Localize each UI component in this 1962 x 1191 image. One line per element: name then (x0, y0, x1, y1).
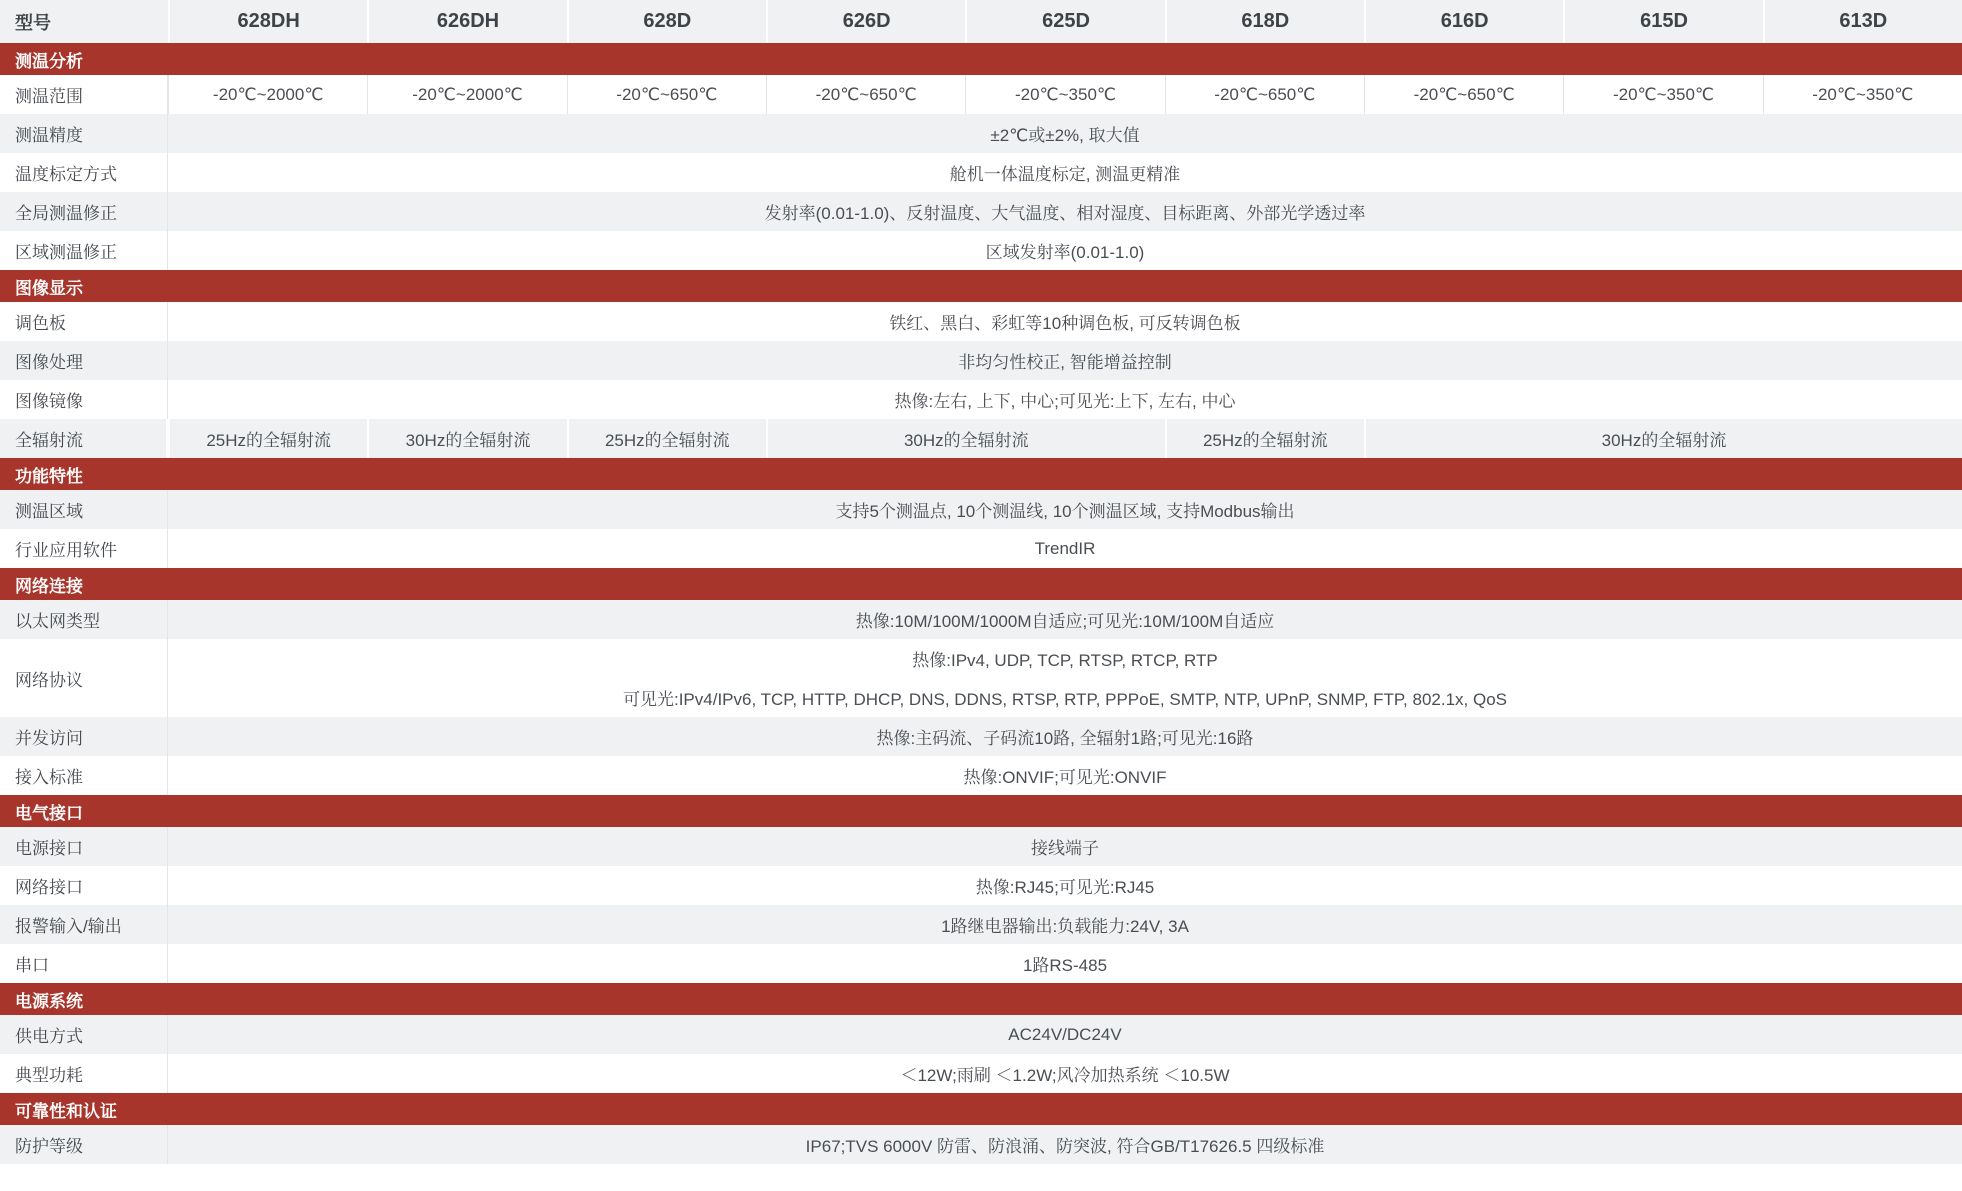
spec-cell: -20℃~650℃ (1165, 75, 1364, 114)
spec-value: 1路RS-485 (1022, 956, 1108, 975)
spec-value: 热像:RJ45;可见光:RJ45 (975, 878, 1155, 897)
spec-row-region-correction (0, 231, 1962, 270)
spec-cell: -20℃~350℃ (965, 75, 1164, 114)
row-label: 网络接口 (0, 866, 168, 905)
spec-row-power-supply (0, 1015, 1962, 1054)
spec-row-protection-rating (0, 1125, 1962, 1164)
model-column-header: 625D (965, 0, 1164, 43)
row-label: 测温区域 (0, 490, 168, 529)
row-label: 串口 (0, 944, 168, 983)
spec-cell: 25Hz的全辐射流 (1165, 419, 1364, 458)
row-label: 行业应用软件 (0, 529, 168, 568)
spec-cell: 25Hz的全辐射流 (567, 419, 766, 458)
spec-row-network-protocol (0, 639, 1962, 717)
spec-value: 热像:ONVIF;可见光:ONVIF (963, 768, 1167, 787)
spec-row-ethernet-type (0, 600, 1962, 639)
row-label: 区域测温修正 (0, 231, 168, 270)
model-column-header: 618D (1165, 0, 1364, 43)
spec-row-concurrent-access (0, 717, 1962, 756)
spec-value: 热像:10M/100M/1000M自适应;可见光:10M/100M自适应 (855, 612, 1275, 631)
spec-value: 1路继电器输出:负载能力:24V, 3A (941, 917, 1189, 936)
spec-row-measure-regions (0, 490, 1962, 529)
model-column-header: 613D (1763, 0, 1962, 43)
spec-row-power-port (0, 827, 1962, 866)
row-label: 全辐射流 (0, 419, 168, 458)
table-header-row (0, 0, 1962, 43)
spec-cell: -20℃~650℃ (766, 75, 965, 114)
spec-cell: 30Hz的全辐射流 (1364, 419, 1962, 458)
spec-value-line: 可见光:IPv4/IPv6, TCP, HTTP, DHCP, DNS, DDNS, RTSP, RTP, PPPoE, SMTP, NTP, UPnP, SNMP, FTP, 802.1x, QoS (622, 690, 1508, 709)
spec-value: 支持5个测温点, 10个测温线, 10个测温区域, 支持Modbus输出 (835, 502, 1295, 521)
spec-cell: -20℃~2000℃ (168, 75, 367, 114)
spec-cell: -20℃~2000℃ (367, 75, 566, 114)
spec-row-palette (0, 302, 1962, 341)
spec-value: ±2℃或±2%, 取大值 (990, 126, 1140, 145)
model-column-header: 628D (567, 0, 766, 43)
spec-cell: -20℃~650℃ (567, 75, 766, 114)
model-column-header: 628DH (168, 0, 367, 43)
row-label: 电源接口 (0, 827, 168, 866)
spec-value: TrendIR (1034, 538, 1096, 558)
section-bar-image-display: 图像显示 (0, 270, 1962, 302)
row-label: 调色板 (0, 302, 168, 341)
section-bar-features: 功能特性 (0, 458, 1962, 490)
model-column-header: 616D (1364, 0, 1563, 43)
row-label: 图像处理 (0, 341, 168, 380)
model-column-header: 615D (1563, 0, 1762, 43)
spec-row-access-standard (0, 756, 1962, 795)
spec-cell: -20℃~650℃ (1364, 75, 1563, 114)
row-label: 供电方式 (0, 1015, 168, 1054)
spec-cell: -20℃~350℃ (1763, 75, 1962, 114)
spec-value: 舱机一体温度标定, 测温更精准 (949, 165, 1181, 184)
row-label: 测温精度 (0, 114, 168, 153)
row-label: 报警输入/输出 (0, 905, 168, 944)
spec-value: 区域发射率(0.01-1.0) (985, 243, 1145, 262)
spec-cell: 30Hz的全辐射流 (367, 419, 566, 458)
row-label: 典型功耗 (0, 1054, 168, 1093)
spec-row-software (0, 529, 1962, 568)
spec-value: ＜12W;雨刷 ＜1.2W;风冷加热系统 ＜10.5W (900, 1066, 1230, 1085)
section-bar-network: 网络连接 (0, 568, 1962, 600)
spec-value: 发射率(0.01-1.0)、反射温度、大气温度、相对湿度、目标距离、外部光学透过率 (764, 204, 1366, 223)
spec-value: 接线端子 (1031, 839, 1099, 858)
row-label: 网络协议 (0, 639, 168, 717)
model-column-header: 626DH (367, 0, 566, 43)
model-column-header: 626D (766, 0, 965, 43)
bottom-partial-row (0, 1164, 1962, 1191)
spec-value-line: 热像:IPv4, UDP, TCP, RTSP, RTCP, RTP (912, 651, 1218, 670)
section-bar-reliability: 可靠性和认证 (0, 1093, 1962, 1125)
spec-cell: -20℃~350℃ (1563, 75, 1762, 114)
section-bar-electrical: 电气接口 (0, 795, 1962, 827)
spec-row-calibration (0, 153, 1962, 192)
model-row-label: 型号 (0, 0, 168, 43)
spec-row-radiometric-stream (0, 419, 1962, 458)
spec-cell: 30Hz的全辐射流 (766, 419, 1165, 458)
row-label: 接入标准 (0, 756, 168, 795)
spec-row-global-correction (0, 192, 1962, 231)
spec-row-power-consumption (0, 1054, 1962, 1093)
spec-value: IP67;TVS 6000V 防雷、防浪涌、防突波, 符合GB/T17626.5 四级标准 (805, 1137, 1325, 1156)
spec-row-image-mirror (0, 380, 1962, 419)
spec-value-multiline (168, 639, 1962, 717)
spec-value: 热像:主码流、子码流10路, 全辐射1路;可见光:16路 (876, 729, 1254, 748)
spec-row-temp-accuracy (0, 114, 1962, 153)
spec-row-serial-port (0, 944, 1962, 983)
spec-row-image-processing (0, 341, 1962, 380)
spec-value: 铁红、黑白、彩虹等10种调色板, 可反转调色板 (889, 314, 1241, 333)
spec-value: 非均匀性校正, 智能增益控制 (958, 353, 1172, 372)
spec-value: 热像:左右, 上下, 中心;可见光:上下, 左右, 中心 (894, 392, 1236, 411)
spec-cell: 25Hz的全辐射流 (168, 419, 367, 458)
section-bar-thermal-analysis: 测温分析 (0, 43, 1962, 75)
row-label: 图像镜像 (0, 380, 168, 419)
spec-row-network-port (0, 866, 1962, 905)
spec-row-temp-range (0, 75, 1962, 114)
spec-value: AC24V/DC24V (1008, 1024, 1122, 1044)
row-label: 全局测温修正 (0, 192, 168, 231)
spec-row-alarm-io (0, 905, 1962, 944)
row-label: 以太网类型 (0, 600, 168, 639)
row-label: 温度标定方式 (0, 153, 168, 192)
row-label: 测温范围 (0, 75, 168, 114)
section-bar-power-system: 电源系统 (0, 983, 1962, 1015)
row-label: 防护等级 (0, 1125, 168, 1164)
row-label: 并发访问 (0, 717, 168, 756)
